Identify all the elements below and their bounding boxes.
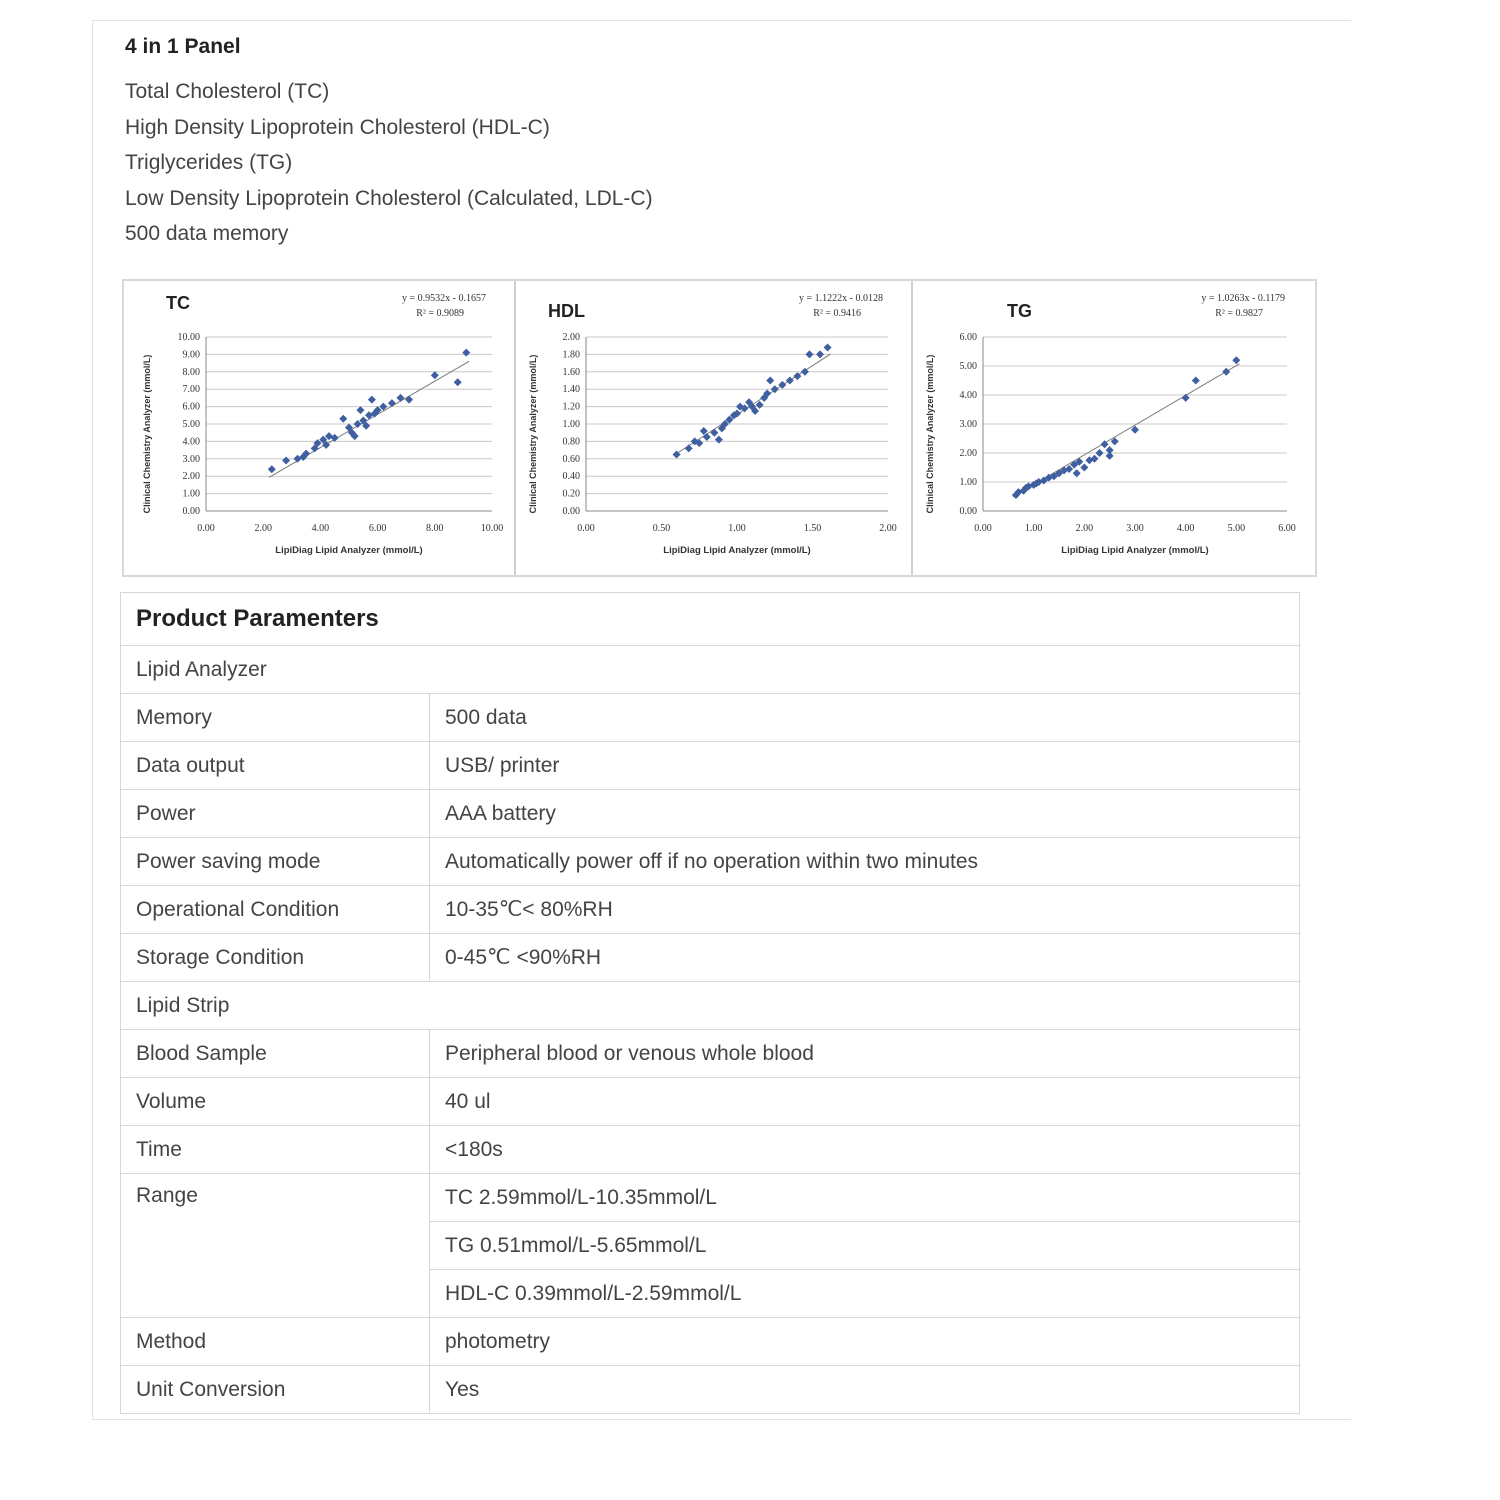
correlation-charts: [122, 279, 1317, 577]
row-label: Time: [121, 1126, 430, 1174]
data-point: [405, 396, 413, 404]
range-value-tg: TG 0.51mmol/L-5.65mmol/L: [430, 1222, 1300, 1270]
table-row: [121, 790, 1300, 838]
data-point: [786, 377, 794, 385]
row-value: 0-45℃ <90%RH: [430, 934, 1300, 982]
y-tick-label: 7.00: [182, 384, 200, 396]
table-title-row: [121, 593, 1300, 646]
x-tick-label: 5.00: [1227, 523, 1246, 534]
x-tick-label: 0.50: [652, 523, 671, 534]
data-point: [1192, 377, 1200, 385]
intro-line-ldl: Low Density Lipoprotein Cholesterol (Calculated, LDL-C): [125, 186, 653, 210]
table-row: [121, 742, 1300, 790]
y-tick-label: 5.00: [182, 419, 200, 430]
data-point: [778, 381, 786, 389]
x-tick-label: 1.00: [1024, 523, 1043, 534]
data-point: [282, 457, 290, 465]
r-squared-label: R² = 0.9416: [813, 308, 861, 319]
row-label-range: Range: [121, 1174, 430, 1318]
x-axis-label: LipiDiag Lipid Analyzer (mmol/L): [1061, 545, 1209, 556]
y-tick-label: 1.00: [562, 419, 580, 430]
y-tick-label: 0.20: [562, 488, 580, 500]
y-tick-label: 9.00: [182, 349, 200, 361]
table-row: [121, 1078, 1300, 1126]
y-tick-label: 1.40: [562, 384, 580, 396]
y-tick-label: 5.00: [959, 361, 977, 372]
y-tick-label: 3.00: [182, 453, 200, 465]
data-point: [339, 415, 347, 423]
data-point: [1222, 368, 1230, 376]
x-axis-label: LipiDiag Lipid Analyzer (mmol/L): [275, 545, 423, 556]
table-row: [121, 1366, 1300, 1414]
range-value-tc: TC 2.59mmol/L-10.35mmol/L: [430, 1174, 1300, 1222]
x-tick-label: 0.00: [577, 523, 595, 534]
data-point: [396, 394, 404, 402]
section-lipid-strip: Lipid Strip: [121, 982, 1300, 1030]
x-tick-label: 2.00: [1075, 523, 1094, 534]
x-tick-label: 1.50: [803, 523, 822, 534]
y-tick-label: 0.60: [562, 453, 580, 465]
chart-tc: [124, 281, 514, 573]
y-tick-label: 4.00: [959, 390, 977, 401]
y-tick-label: 3.00: [959, 419, 977, 430]
data-point: [431, 371, 439, 379]
table-row: [121, 1174, 1300, 1222]
x-tick-label: 1.00: [728, 523, 746, 534]
x-tick-label: 8.00: [426, 523, 444, 534]
range-value-hdl: HDL-C 0.39mmol/L-2.59mmol/L: [430, 1270, 1300, 1318]
y-tick-label: 2.00: [182, 471, 200, 483]
data-point: [1232, 356, 1240, 364]
data-point: [1096, 449, 1104, 457]
chart-tc-panel: [124, 281, 516, 575]
row-value: Peripheral blood or venous whole blood: [430, 1030, 1300, 1078]
y-axis-label: Clinical Chemistry Analyzer (mmol/L): [528, 354, 538, 514]
intro-line-tc: Total Cholesterol (TC): [125, 80, 330, 103]
row-value: 10-35℃< 80%RH: [430, 886, 1300, 934]
trendline-equation: y = 1.1222x - 0.0128: [799, 293, 883, 304]
row-value: Yes: [430, 1366, 1300, 1414]
section-row: [121, 646, 1300, 694]
y-tick-label: 1.00: [182, 488, 200, 500]
chart-title: HDL: [548, 301, 585, 321]
row-value: 500 data: [430, 694, 1300, 742]
chart-title: TG: [1007, 301, 1032, 321]
data-point: [454, 378, 462, 386]
data-point: [1080, 464, 1088, 472]
data-point: [766, 377, 774, 385]
data-point: [816, 350, 824, 358]
table-row: [121, 1030, 1300, 1078]
chart-hdl-panel: [516, 281, 913, 575]
section-row: [121, 982, 1300, 1030]
y-tick-label: 8.00: [182, 366, 200, 378]
data-point: [356, 406, 364, 414]
table-row: [121, 694, 1300, 742]
intro-line-hdl: High Density Lipoprotein Cholesterol (HDL-C): [125, 115, 550, 139]
data-point: [824, 343, 832, 351]
y-tick-label: 6.00: [959, 332, 977, 343]
row-label: Unit Conversion: [121, 1366, 430, 1414]
table-row: [121, 1318, 1300, 1366]
x-tick-label: 3.00: [1126, 523, 1144, 534]
table-row: [121, 838, 1300, 886]
row-value: Automatically power off if no operation within two minutes: [430, 838, 1300, 886]
row-value: 40 ul: [430, 1078, 1300, 1126]
x-tick-label: 4.00: [1176, 523, 1195, 534]
data-point: [462, 349, 470, 357]
product-parameters-table: [120, 592, 1300, 1414]
row-label: Volume: [121, 1078, 430, 1126]
y-tick-label: 2.00: [562, 332, 580, 343]
data-point: [710, 429, 718, 437]
y-tick-label: 0.00: [562, 506, 580, 517]
trendline-equation: y = 1.0263x - 0.1179: [1201, 293, 1285, 304]
row-value: AAA battery: [430, 790, 1300, 838]
row-value: <180s: [430, 1126, 1300, 1174]
y-tick-label: 10.00: [177, 332, 200, 343]
data-point: [388, 399, 396, 407]
data-point: [685, 444, 693, 452]
table-title: Product Paramenters: [121, 593, 1300, 646]
trendline-equation: y = 0.9532x - 0.1657: [402, 293, 486, 304]
section-lipid-analyzer: Lipid Analyzer: [121, 646, 1300, 694]
intro-line-tg: Triglycerides (TG): [125, 151, 293, 174]
x-tick-label: 0.00: [974, 523, 992, 534]
y-tick-label: 0.80: [562, 436, 580, 448]
x-tick-label: 6.00: [368, 523, 387, 534]
table-row: [121, 886, 1300, 934]
intro-line-memory: 500 data memory: [125, 222, 289, 245]
data-point: [368, 396, 376, 404]
r-squared-label: R² = 0.9827: [1215, 308, 1263, 319]
y-tick-label: 0.40: [562, 471, 580, 483]
row-label: Method: [121, 1318, 430, 1366]
y-tick-label: 6.00: [182, 401, 200, 413]
y-tick-label: 1.20: [562, 401, 580, 413]
y-tick-label: 4.00: [182, 436, 200, 448]
table-row: [121, 1126, 1300, 1174]
x-tick-label: 0.00: [197, 523, 215, 534]
data-point: [1073, 469, 1081, 477]
y-tick-label: 0.00: [182, 506, 200, 517]
row-label: Data output: [121, 742, 430, 790]
data-point: [805, 350, 813, 358]
intro-heading: 4 in 1 Panel: [125, 35, 241, 58]
chart-tg-panel: [913, 281, 1313, 575]
x-tick-label: 4.00: [311, 523, 330, 534]
row-label: Power saving mode: [121, 838, 430, 886]
data-point: [715, 436, 723, 444]
chart-hdl: [516, 281, 911, 573]
y-tick-label: 2.00: [959, 448, 977, 459]
x-tick-label: 10.00: [480, 523, 504, 534]
x-tick-label: 2.00: [254, 523, 272, 534]
intro-block: [125, 30, 653, 252]
y-tick-label: 1.60: [562, 366, 580, 378]
row-label: Operational Condition: [121, 886, 430, 934]
y-tick-label: 0.00: [959, 506, 977, 517]
row-value: photometry: [430, 1318, 1300, 1366]
row-label: Blood Sample: [121, 1030, 430, 1078]
y-tick-label: 1.80: [562, 349, 580, 361]
chart-tg: [913, 281, 1313, 573]
row-label: Storage Condition: [121, 934, 430, 982]
table-row: [121, 934, 1300, 982]
r-squared-label: R² = 0.9089: [416, 308, 464, 319]
row-value: USB/ printer: [430, 742, 1300, 790]
x-tick-label: 6.00: [1278, 523, 1296, 534]
data-point: [268, 465, 276, 473]
x-tick-label: 2.00: [879, 523, 897, 534]
row-label: Memory: [121, 694, 430, 742]
row-label: Power: [121, 790, 430, 838]
y-axis-label: Clinical Chemistry Analyzer (mmol/L): [142, 354, 152, 514]
y-tick-label: 1.00: [959, 477, 977, 488]
y-axis-label: Clinical Chemistry Analyzer (mmol/L): [925, 354, 935, 514]
x-axis-label: LipiDiag Lipid Analyzer (mmol/L): [663, 545, 811, 556]
chart-title: TC: [166, 293, 190, 313]
